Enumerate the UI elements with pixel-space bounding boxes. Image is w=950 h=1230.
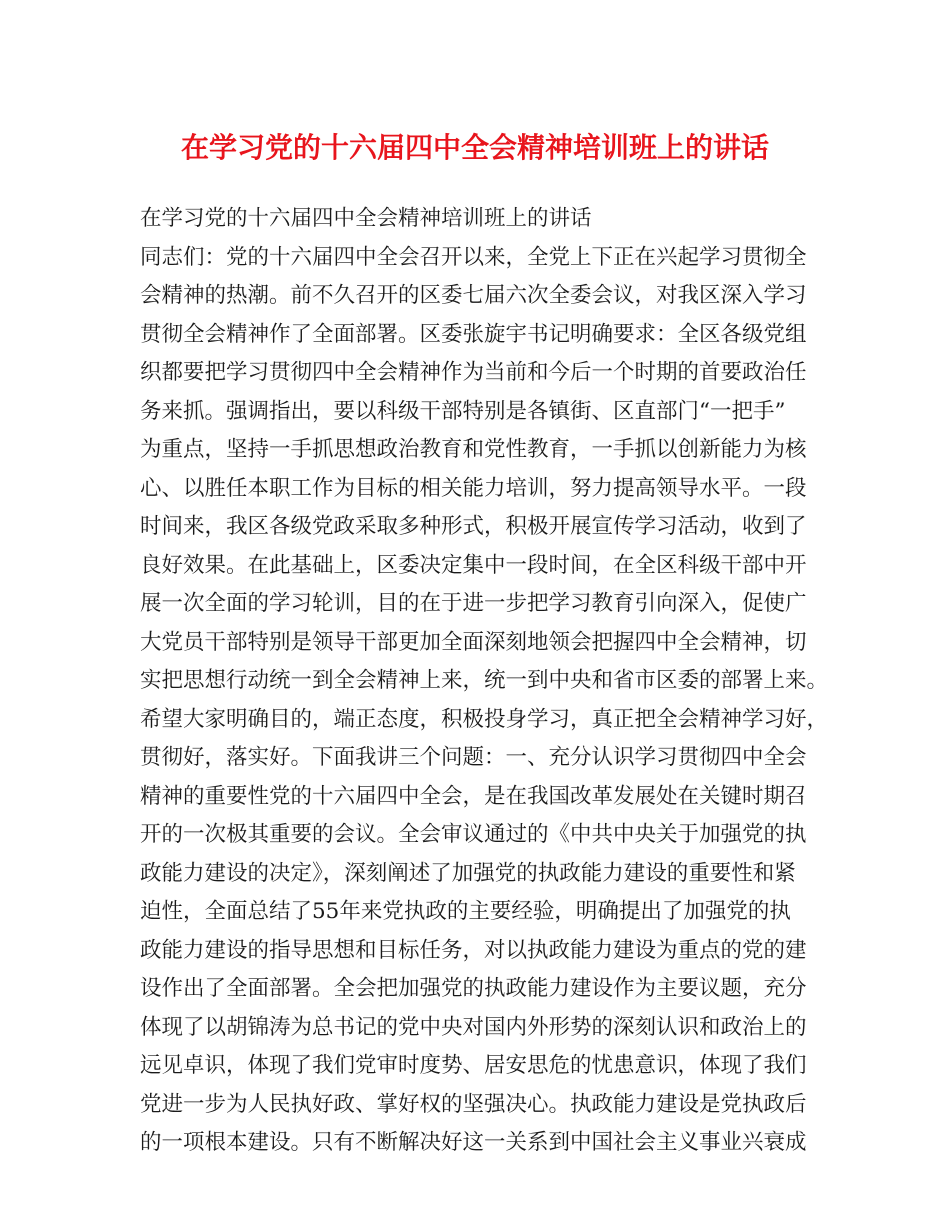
body-line: 精神的重要性党的十六届四中全会，是在我国改革发展处在关键时期召: [140, 783, 807, 809]
body-line: 党进一步为人民执好政、掌好权的坚强决心。执政能力建设是党执政后: [140, 1091, 807, 1117]
body-line: 希望大家明确目的，端正态度，积极投身学习，真正把全会精神学习好，: [140, 706, 829, 732]
body-line: 会精神的热潮。前不久召开的区委七届六次全委会议，对我区深入学习: [140, 283, 807, 308]
body-line: 良好效果。在此基础上，区委决定集中一段时间，在全区科级干部中开: [140, 552, 807, 578]
body-line: 展一次全面的学习轮训，目的在于进一步把学习教育引向深入，促使广: [140, 591, 807, 616]
body-line: 心、以胜任本职工作为目标的相关能力培训，努力提高领导水平。一段: [140, 475, 807, 501]
body-line: 体现了以胡锦涛为总书记的党中央对国内外形势的深刻认识和政治上的: [140, 1014, 807, 1040]
body-line: 贯彻全会精神作了全面部署。区委张旋宇书记明确要求：全区各级党组: [140, 321, 807, 347]
body-line: 为重点，坚持一手抓思想政治教育和党性教育，一手抓以创新能力为核: [140, 437, 807, 462]
body-line: 政能力建设的决定》，深刻阐述了加强党的执政能力建设的重要性和紧: [140, 860, 796, 886]
document-body: [140, 200, 829, 1163]
body-line: 在学习党的十六届四中全会精神培训班上的讲话: [140, 206, 592, 231]
document-title: 在学习党的十六届四中全会精神培训班上的讲话: [180, 131, 769, 164]
body-line: 政能力建设的指导思想和目标任务，对以执政能力建设为重点的党的建: [140, 937, 807, 963]
body-line: 同志们：党的十六届四中全会召开以来，全党上下正在兴起学习贯彻全: [140, 244, 807, 270]
body-line: 开的一次极其重要的会议。全会审议通过的《中共中央关于加强党的执: [140, 822, 807, 847]
body-line: 时间来，我区各级党政采取多种形式，积极开展宣传学习活动，收到了: [140, 514, 807, 539]
body-line: 实把思想行动统一到全会精神上来，统一到中央和省市区委的部署上来。: [140, 668, 829, 693]
body-line: 贯彻好，落实好。下面我讲三个问题：一、充分认识学习贯彻四中全会: [140, 745, 807, 770]
body-line: 织都要把学习贯彻四中全会精神作为当前和今后一个时期的首要政治任: [140, 360, 807, 385]
body-line: 远见卓识，体现了我们党审时度势、居安思危的忧患意识，体现了我们: [140, 1053, 807, 1078]
body-line: 迫性，全面总结了55年来党执政的主要经验，明确提出了加强党的执: [140, 899, 791, 924]
body-line: 务来抓。强调指出，要以科级干部特别是各镇街、区直部门“一把手”: [140, 398, 786, 424]
body-line: 的一项根本建设。只有不断解决好这一关系到中国社会主义事业兴衰成: [140, 1130, 807, 1155]
body-line: 大党员干部特别是领导干部更加全面深刻地领会把握四中全会精神，切: [140, 629, 807, 655]
body-line: 设作出了全面部署。全会把加强党的执政能力建设作为主要议题，充分: [140, 976, 807, 1001]
